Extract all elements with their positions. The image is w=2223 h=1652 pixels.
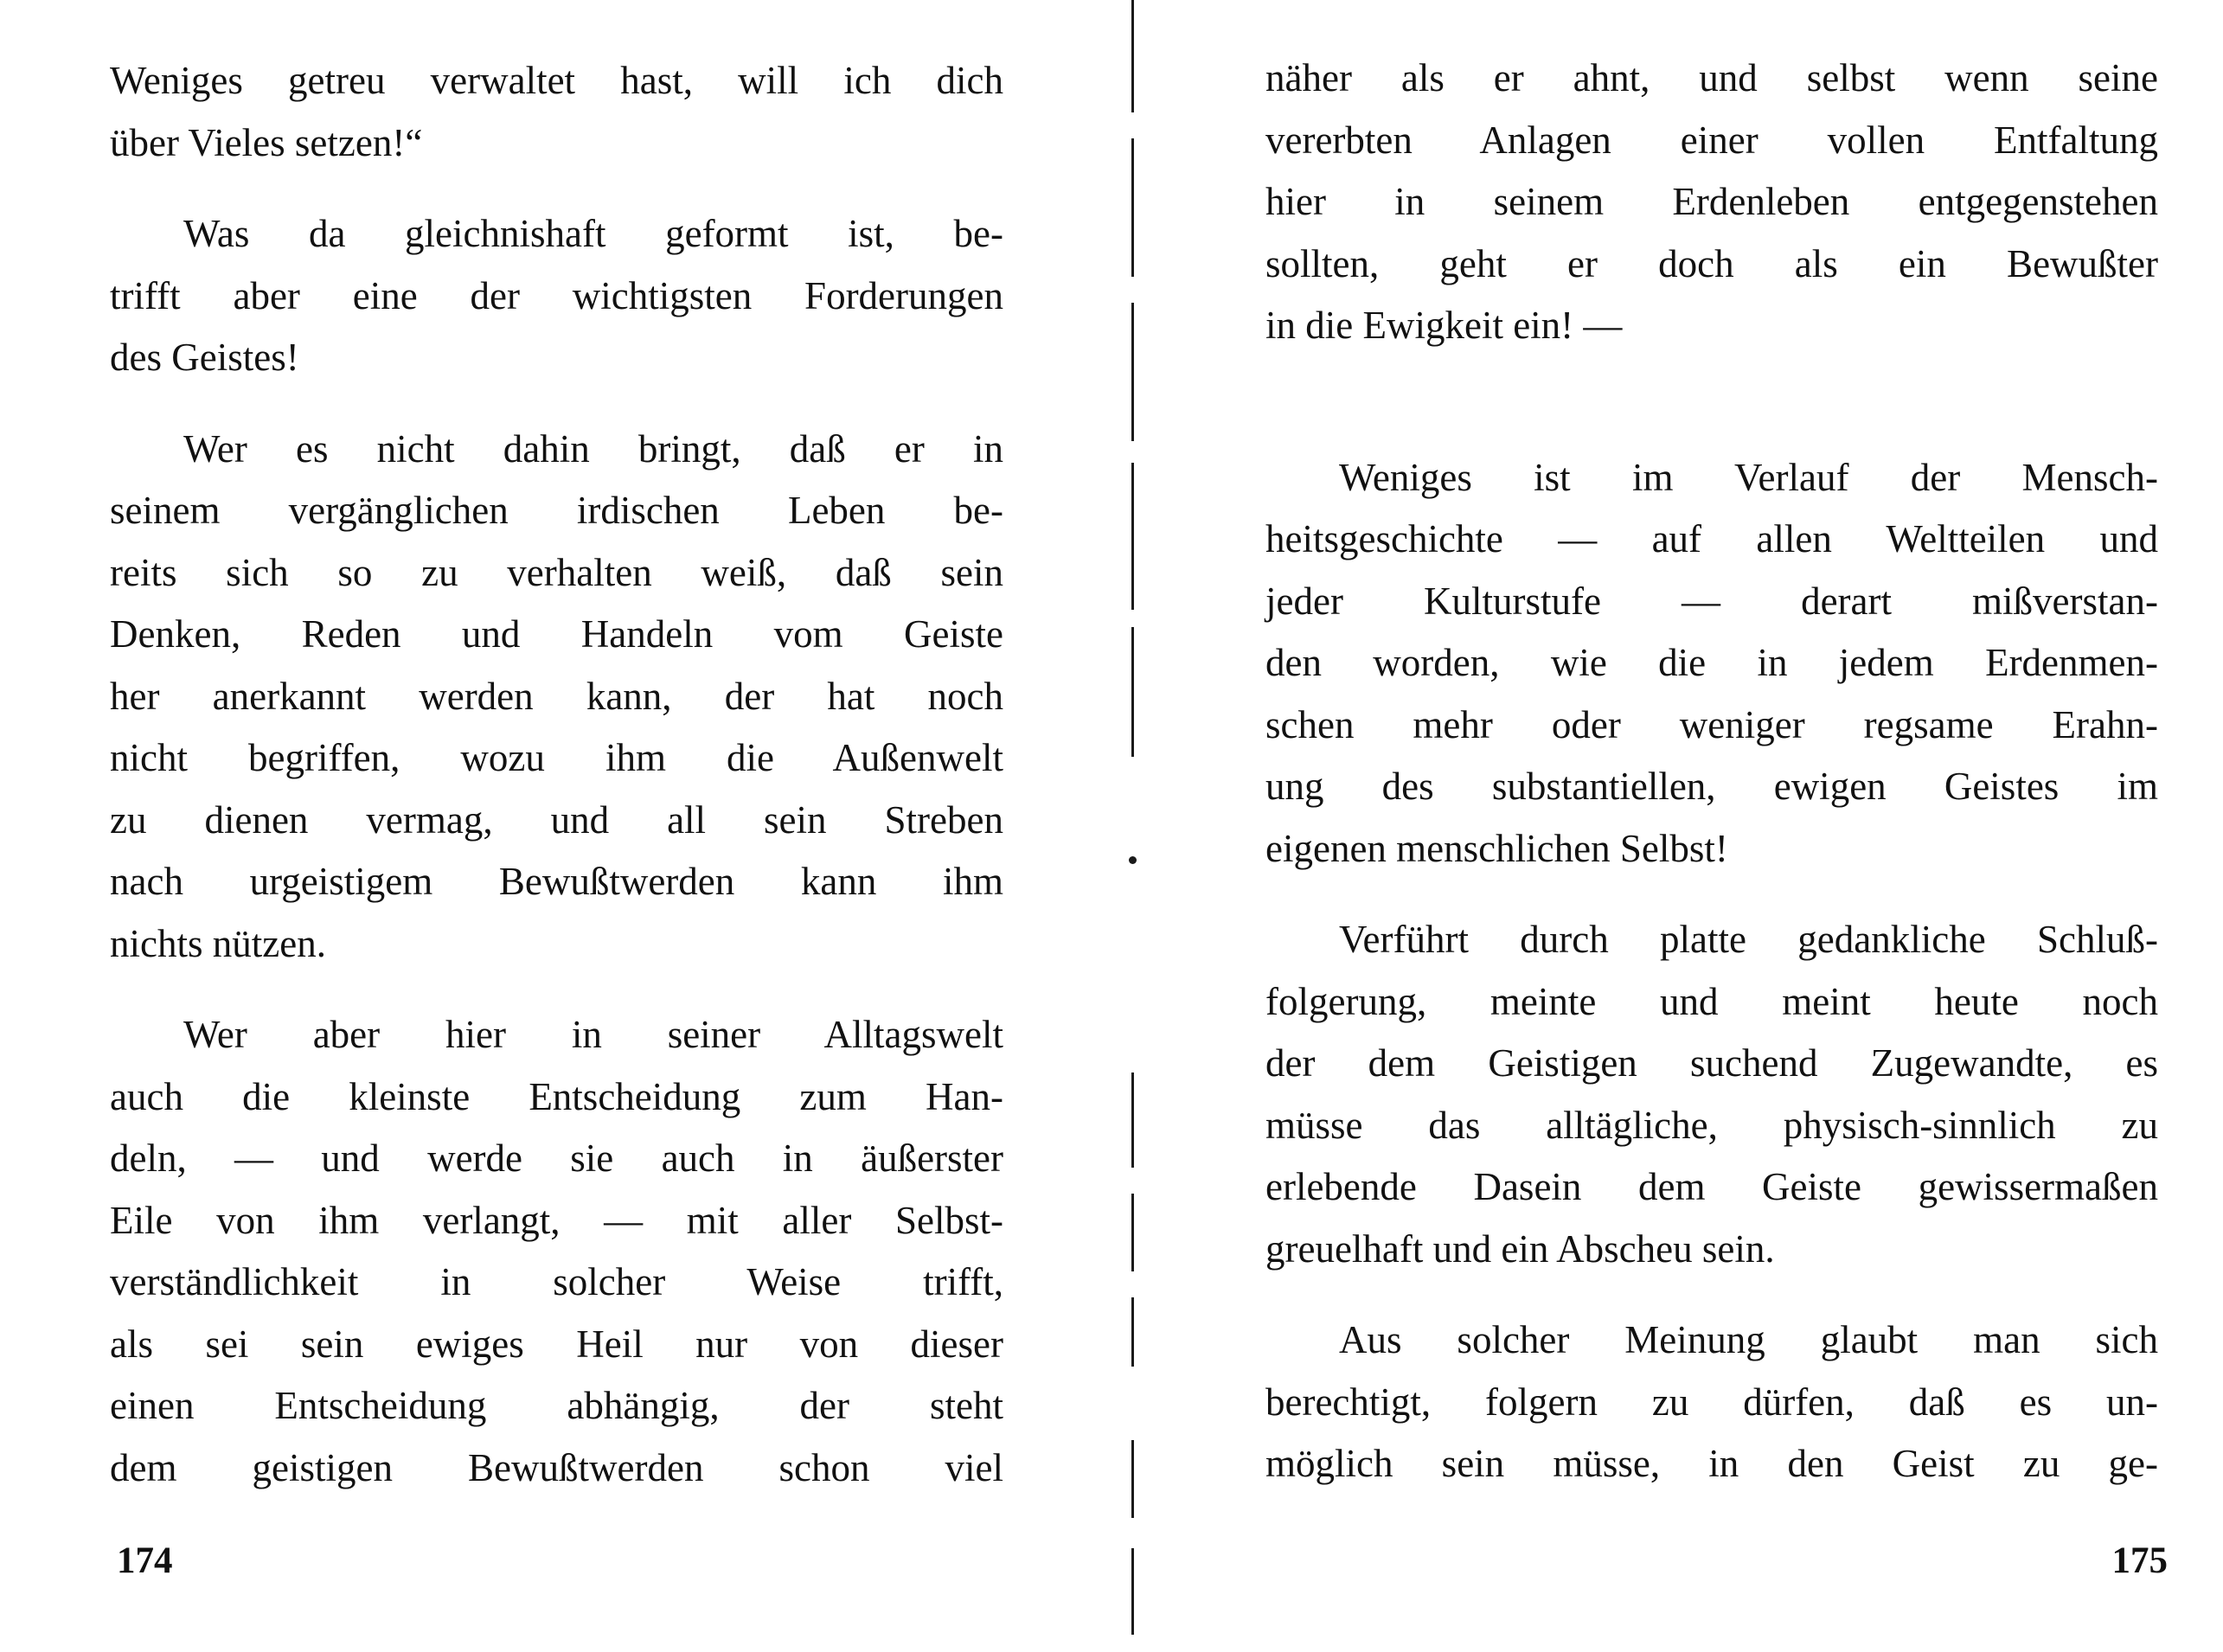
gutter-shadow: [1131, 1548, 1134, 1635]
gutter-shadow: [1131, 1440, 1134, 1518]
text-line: folgerung, meinte und meint heute noch: [1265, 979, 2158, 1023]
text-line: Weniges ist im Verlauf der Mensch-: [1339, 455, 2158, 499]
text-line: nicht begriffen, wozu ihm die Außenwelt: [110, 736, 1003, 779]
text-line: des Geistes!: [110, 336, 299, 379]
text-line: auch die kleinste Entscheidung zum Han-: [110, 1074, 1003, 1118]
gutter-shadow: [1131, 1297, 1134, 1367]
text-line: nach urgeistigem Bewußtwerden kann ihm: [110, 860, 1003, 903]
text-line: zu dienen vermag, und all sein Streben: [110, 797, 1003, 842]
text-line: jeder Kulturstufe — derart mißverstan-: [1265, 579, 2158, 623]
text-line: heitsgeschichte — auf allen Weltteilen und: [1265, 517, 2158, 560]
text-line: über Vieles setzen!“: [110, 120, 423, 164]
text-line: Eile von ihm verlangt, — mit aller Selbst-: [110, 1198, 1003, 1242]
right-page: [1142, 0, 2223, 1652]
gutter-shadow: [1131, 0, 1134, 112]
text-line: seinem vergänglichen irdischen Leben be-: [110, 489, 1003, 532]
right-page-body: [1265, 48, 2158, 1495]
gutter-shadow: [1131, 303, 1134, 441]
gutter-shadow: [1131, 463, 1134, 610]
text-line: deln, — und werde sie auch in äußerster: [110, 1137, 1003, 1180]
text-line: verständlichkeit in solcher Weise trifft,: [110, 1260, 1003, 1303]
text-line: nichts nützen.: [110, 921, 326, 965]
text-line: der dem Geistigen suchend Zugewandte, es: [1265, 1041, 2158, 1085]
text-line: Verführt durch platte gedankliche Schluß-: [1339, 918, 2158, 961]
text-line: erlebende Dasein dem Geiste gewissermaßen: [1265, 1165, 2158, 1208]
paragraph-gap: [1265, 880, 2158, 909]
text-line: Weniges getreu verwaltet hast, will ich dich: [110, 59, 1003, 102]
text-line: greuelhaft und ein Abscheu sein.: [1265, 1226, 1775, 1271]
text-line: berechtigt, folgern zu dürfen, daß es un-: [1265, 1380, 2158, 1424]
text-line: Denken, Reden und Handeln vom Geiste: [110, 612, 1003, 656]
text-line: reits sich so zu verhalten weiß, daß sein: [110, 550, 1003, 594]
text-line: ung des substantiellen, ewigen Geistes im: [1265, 765, 2158, 808]
gutter-mark: [1129, 856, 1137, 864]
text-line: in die Ewigkeit ein! —: [1265, 304, 1623, 347]
text-line: eigenen menschlichen Selbst!: [1265, 826, 1728, 870]
paragraph-gap: [110, 174, 1003, 203]
text-line: schen mehr oder weniger regsame Erahn-: [1265, 702, 2158, 746]
text-line: einen Entscheidung abhängig, der steht: [110, 1384, 1003, 1427]
text-line: vererbten Anlagen einer vollen Entfaltung: [1265, 118, 2158, 162]
text-line: sollten, geht er doch als ein Bewußter: [1265, 241, 2158, 285]
gutter-shadow: [1131, 1073, 1134, 1168]
text-line: Wer es nicht dahin bringt, daß er in: [183, 426, 1003, 471]
gutter-shadow: [1131, 627, 1134, 757]
text-line: Wer aber hier in seiner Alltagswelt: [183, 1013, 1003, 1056]
gutter-shadow: [1131, 1194, 1134, 1271]
page-number: 175: [2111, 1540, 2168, 1581]
text-line: hier in seinem Erdenleben entgegenstehen: [1265, 180, 2158, 223]
book-gutter: [1124, 0, 1142, 1652]
text-line: dem geistigen Bewußtwerden schon viel: [110, 1445, 1003, 1489]
page-number: 174: [117, 1540, 173, 1581]
text-line: Aus solcher Meinung glaubt man sich: [1339, 1318, 2158, 1361]
section-gap: [1265, 357, 2158, 447]
gutter-shadow: [1131, 138, 1134, 277]
text-line: näher als er ahnt, und selbst wenn seine: [1265, 56, 2158, 99]
text-line: Was da gleichnishaft geformt ist, be-: [183, 212, 1003, 255]
text-line: den worden, wie die in jedem Erdenmen-: [1265, 641, 2158, 684]
paragraph-gap: [1265, 1280, 2158, 1309]
paragraph-gap: [110, 389, 1003, 419]
text-line: müsse das alltägliche, physisch-sinnlich zu: [1265, 1103, 2158, 1147]
text-line: möglich sein müsse, in den Geist zu ge-: [1265, 1442, 2158, 1485]
text-line: trifft aber eine der wichtigsten Forderungen: [110, 273, 1003, 317]
paragraph-gap: [110, 975, 1003, 1004]
text-line: her anerkannt werden kann, der hat noch: [110, 674, 1003, 718]
text-line: als sei sein ewiges Heil nur von dieser: [110, 1322, 1003, 1366]
left-page-body: [110, 50, 1003, 1499]
